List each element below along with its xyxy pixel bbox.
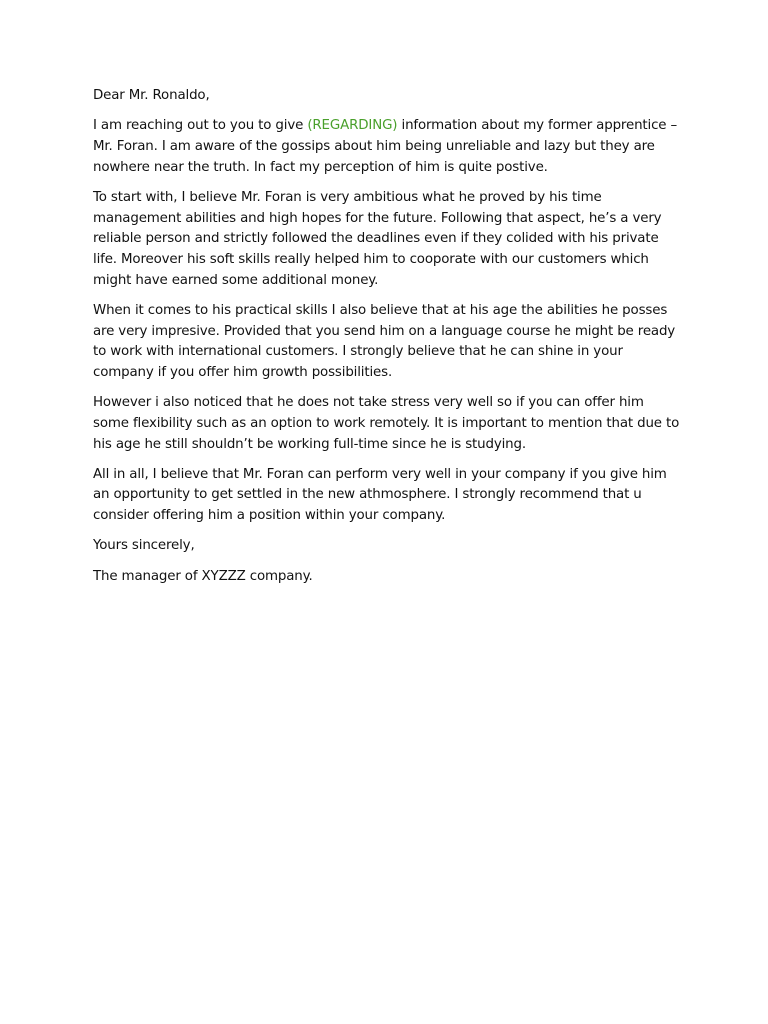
salutation: Dear Mr. Ronaldo, [93,88,210,103]
paragraph-practical-skills: When it comes to his practical skills I also believe that at his age the abilities he posses are very impresive. Provided that you send him on a language course he might be ready to work with international customers. I strongly believe that he can shine in your company if you offer him growth possibilities. [93,302,676,380]
paragraph-ambition: To start with, I believe Mr. Foran is very ambitious what he proved by his time management abilities and high hopes for the future. Following that aspect, he’s a very reliable person and strictly followed the deadlines even if they colided with his private life. Moreover his soft skills really helped him to cooporate with our customers which might have earned some additional money. [93,189,662,288]
paragraph-intro [93,116,683,178]
letter-body [93,86,683,597]
signature: The manager of XYZZZ company. [93,568,313,584]
paragraph-intro-start: I am reaching out to you to give [93,118,308,134]
closing: Yours sincerely, [93,538,195,554]
paragraph-intro-end: information about my former apprentice – Mr. Foran. I am aware of the gossips about him being unreliable and lazy but they are nowhere near the truth. In fact my perception of him is quite postive. [93,118,678,175]
highlighted-placeholder: (REGARDING) [307,118,398,134]
paragraph-flexibility: However i also noticed that he does not take stress very well so if you can offer him some flexibility such as an option to work remotely. It is important to mention that due to his age he still shouldn’t be working full-time since he is studying. [93,395,680,452]
paragraph-conclusion: All in all, I believe that Mr. Foran can perform very well in your company if you give him an opportunity to get settled in the new athmosphere. I strongly recommend that u consider offering him a position within your company. [93,466,667,524]
